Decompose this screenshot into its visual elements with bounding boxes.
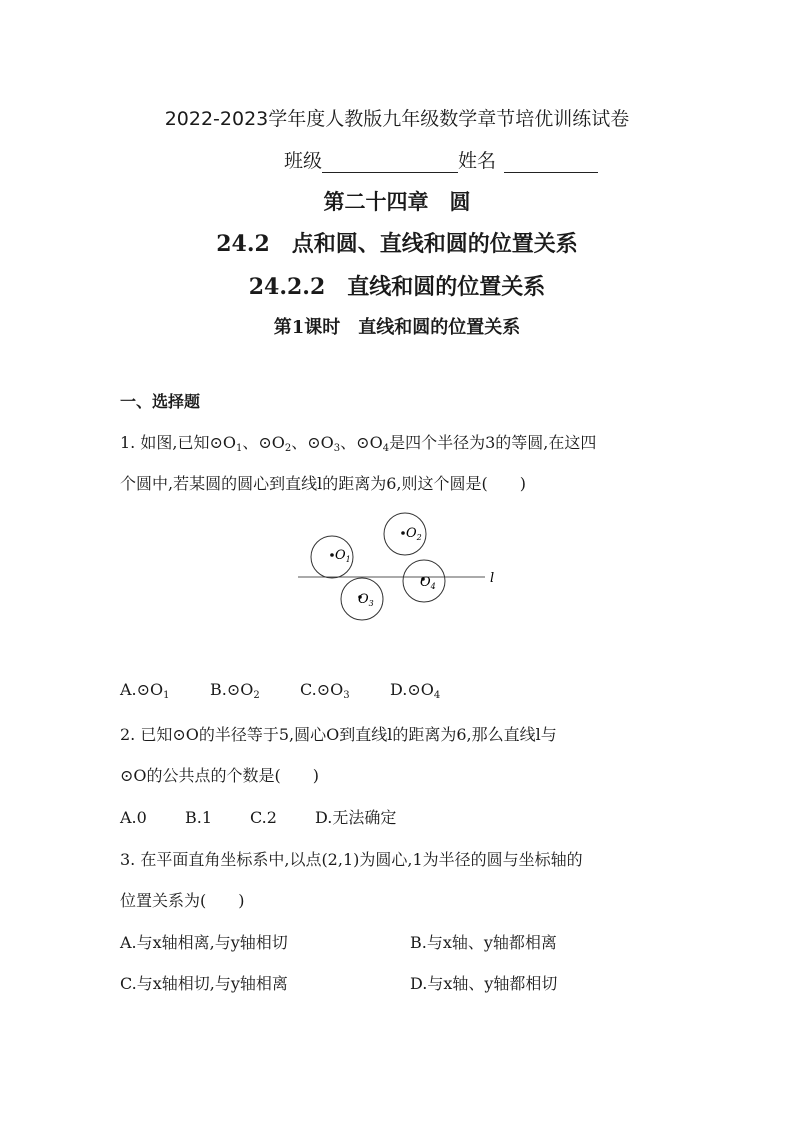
q1-options: [120, 680, 440, 701]
subsection-heading: 24.2.2 直线和圆的位置关系: [248, 274, 546, 300]
part-one-title: 一、选择题: [120, 392, 201, 411]
q2-option-a[interactable]: A.0: [120, 808, 147, 827]
q1-option-c[interactable]: $C.⊙O_3$: [300, 680, 350, 701]
q1-option-a[interactable]: $A.⊙O_1$: [120, 680, 170, 701]
q1-option-d[interactable]: $D.⊙O_4$: [390, 680, 441, 701]
svg-text:O2: $O_2$: [406, 526, 422, 542]
svg-text:O1: $O_1$: [335, 548, 351, 564]
q2-option-b[interactable]: B.1: [185, 808, 213, 827]
lesson-heading: 第1课时 直线和圆的位置关系: [273, 317, 521, 338]
q3-option-c[interactable]: C.与x轴相切,与y轴相离: [120, 974, 288, 993]
q3-option-a[interactable]: A.与x轴相离,与y轴相切: [120, 933, 288, 952]
q3-options-row-2: [120, 971, 557, 994]
chapter-heading: 第二十四章 圆: [323, 189, 471, 214]
line-l-label: l: [490, 571, 495, 586]
q1-figure: [290, 505, 510, 630]
class-blank[interactable]: [322, 152, 458, 173]
exam-title: 2022-2023学年度人教版九年级数学章节培优训练试卷: [164, 108, 630, 130]
q2-options: [120, 805, 396, 828]
center-o2: [401, 531, 405, 535]
q2-option-c[interactable]: C.2: [250, 808, 277, 827]
q2-line-2: ⊙O的公共点的个数是( ): [120, 766, 320, 785]
center-o1: [330, 553, 334, 557]
q2-option-d[interactable]: D.无法确定: [315, 808, 397, 827]
name-label: 姓名: [458, 150, 497, 172]
q2-line-1: 2. 已知⊙O的半径等于5,圆心O到直线l的距离为6,那么直线l与: [120, 725, 557, 744]
q3-line-1: 3. 在平面直角坐标系中,以点(2,1)为圆心,1为半径的圆与坐标轴的: [120, 850, 583, 869]
q1-line-1: 1. 如图,已知$⊙O_1$、$⊙O_2$、$⊙O_3$、$⊙O_4$是四个半径为3的等圆,在这四: [120, 433, 597, 454]
q3-option-d[interactable]: D.与x轴、y轴都相切: [410, 974, 558, 993]
student-info-row: [284, 146, 598, 173]
class-label: 班级: [284, 150, 323, 172]
svg-text:O4: $O_4$: [420, 575, 436, 591]
q3-option-b[interactable]: B.与x轴、y轴都相离: [410, 933, 557, 952]
svg-text:O3: $O_3$: [358, 592, 374, 608]
q3-line-2: 位置关系为( ): [120, 891, 245, 910]
name-blank[interactable]: [504, 152, 598, 173]
section-heading: 24.2 点和圆、直线和圆的位置关系: [216, 231, 578, 257]
q1-option-b[interactable]: $B.⊙O_2$: [210, 680, 260, 701]
q3-options-row-1: [120, 930, 557, 953]
q1-line-2: 个圆中,若某圆的圆心到直线l的距离为6,则这个圆是( ): [120, 474, 526, 493]
